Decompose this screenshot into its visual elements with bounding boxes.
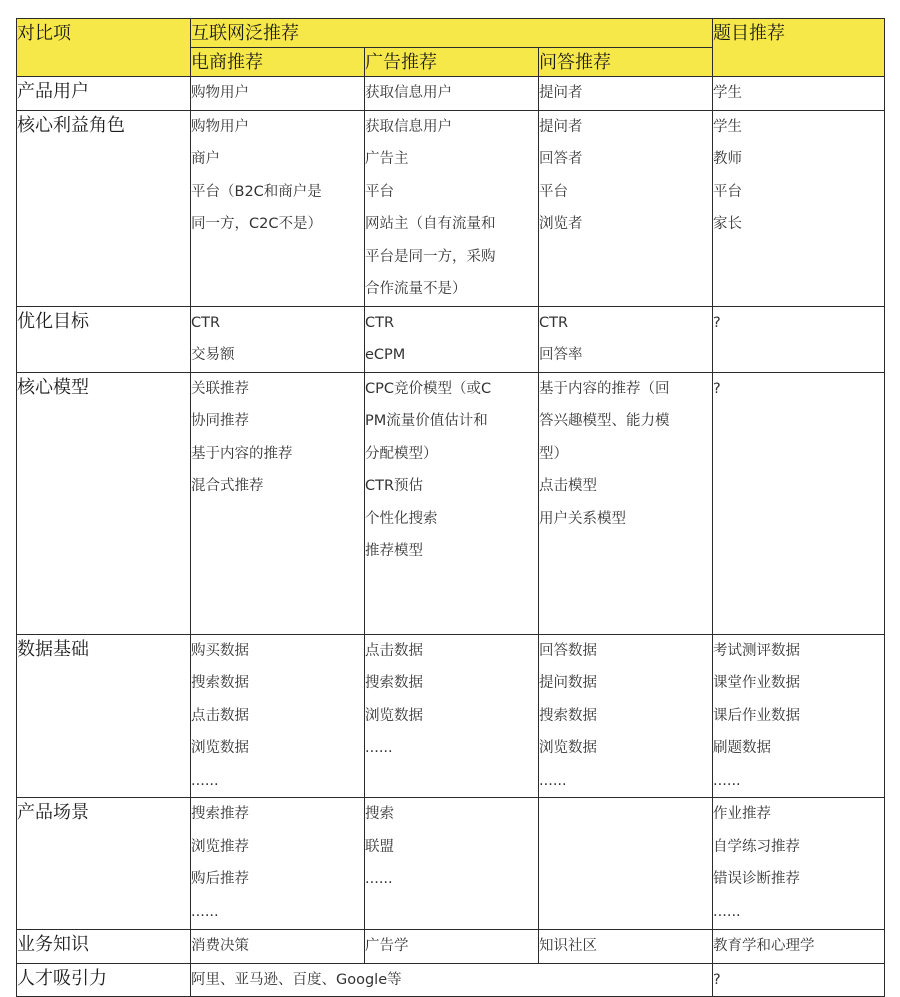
cell-advertising [365, 372, 539, 634]
cell-line: 获取信息用户 [365, 118, 452, 135]
cell-line: 浏览者 [539, 216, 583, 232]
cell-line: eCPM [365, 347, 406, 363]
cell-line: 错误诊断推荐 [713, 871, 801, 887]
cell-question [713, 930, 885, 964]
cell-line: 购物用户 [191, 85, 249, 101]
cell-ecommerce [191, 372, 365, 634]
cell-line: 回答数据 [539, 642, 597, 659]
row-label: 优化目标 [17, 306, 191, 372]
cell-line: ...... [539, 772, 567, 789]
table-row [17, 798, 885, 930]
table-row [17, 930, 885, 964]
header-advertising: 广告推荐 [365, 48, 539, 77]
table-row [17, 372, 885, 634]
header-compare-item: 对比项 [17, 19, 191, 77]
cell-line: 课后作业数据 [713, 707, 801, 724]
cell-ecommerce [191, 110, 365, 306]
cell-line: 用户关系模型 [539, 510, 626, 527]
cell-line: 学生 [713, 85, 743, 101]
cell-line: 推荐模型 [365, 543, 423, 559]
cell-line: 回答者 [539, 151, 583, 167]
cell-line: 提问者 [539, 85, 583, 101]
cell-line: 个性化搜索 [365, 510, 438, 527]
cell-advertising [365, 930, 539, 964]
cell-advertising [365, 798, 539, 930]
row-label: 业务知识 [17, 930, 191, 964]
cell-question [713, 634, 885, 798]
cell-line: 回答率 [539, 347, 583, 363]
cell-line: 平台（B2C和商户是 [191, 183, 322, 200]
table-row [17, 110, 885, 306]
cell-line: 合作流量不是） [365, 281, 467, 297]
cell-line: ...... [713, 772, 741, 789]
cell-line: CTR [539, 314, 569, 331]
cell-line: 基于内容的推荐（回 [539, 380, 670, 397]
cell-line: ...... [713, 903, 741, 920]
cell-line: 搜索数据 [365, 675, 423, 691]
header-question-rec: 题目推荐 [713, 19, 885, 77]
cell-qa [539, 306, 713, 372]
cell-line: 平台 [713, 183, 743, 200]
cell-line: 自学练习推荐 [713, 838, 801, 855]
table-row [17, 634, 885, 798]
cell-line: 关联推荐 [191, 380, 249, 397]
table-row [17, 77, 885, 111]
cell-line: 协同推荐 [191, 413, 249, 429]
cell-ecommerce [191, 306, 365, 372]
comparison-table [16, 18, 885, 997]
cell-ecommerce [191, 798, 365, 930]
cell-line: ...... [365, 871, 393, 887]
cell-line: 购物用户 [191, 118, 249, 135]
row-label: 产品用户 [17, 77, 191, 111]
table-row-talent [17, 963, 885, 997]
cell-qa [539, 77, 713, 111]
cell-line: CTR [365, 314, 395, 331]
cell-line: 购后推荐 [191, 871, 249, 887]
cell-line: 浏览推荐 [191, 838, 249, 855]
cell-line: 家长 [713, 216, 743, 232]
cell-qa [539, 634, 713, 798]
row-label: 核心模型 [17, 372, 191, 634]
cell-question-talent: ? [713, 963, 885, 997]
cell-line: 购买数据 [191, 642, 249, 659]
header-internet-group: 互联网泛推荐 [191, 19, 713, 48]
cell-line: 平台 [539, 183, 568, 200]
cell-line: 网站主（自有流量和 [365, 216, 496, 232]
cell-line: 点击数据 [191, 707, 249, 724]
row-label: 数据基础 [17, 634, 191, 798]
cell-line: CTR预估 [365, 478, 424, 494]
row-label: 产品场景 [17, 798, 191, 930]
cell-line: 搜索数据 [191, 675, 249, 691]
cell-line: 获取信息用户 [365, 85, 452, 101]
cell-line: CTR [191, 314, 221, 331]
header-qa: 问答推荐 [539, 48, 713, 77]
cell-qa [539, 930, 713, 964]
cell-line: 点击数据 [365, 642, 423, 659]
cell-line: 搜索 [365, 806, 394, 822]
cell-qa [539, 110, 713, 306]
cell-line: ...... [191, 903, 219, 920]
cell-question [713, 372, 885, 634]
cell-question [713, 798, 885, 930]
cell-line: 平台是同一方，采购 [365, 248, 496, 265]
cell-line: ? [713, 380, 721, 397]
cell-line: 学生 [713, 118, 743, 135]
cell-line: 浏览数据 [365, 707, 423, 724]
cell-line: 混合式推荐 [191, 478, 264, 494]
cell-advertising [365, 634, 539, 798]
cell-line: CPC竞价模型（或C [365, 380, 492, 397]
cell-line: 型） [539, 445, 568, 462]
cell-line: 搜索数据 [539, 707, 597, 724]
cell-line: 交易额 [191, 347, 235, 363]
cell-line: 广告学 [365, 938, 409, 954]
cell-line: 广告主 [365, 151, 409, 167]
cell-line: 课堂作业数据 [713, 675, 801, 691]
cell-line: PM流量价值估计和 [365, 413, 488, 429]
cell-advertising [365, 110, 539, 306]
cell-line: 同一方，C2C不是） [191, 216, 322, 232]
cell-line: 教师 [713, 151, 743, 167]
cell-line: 答兴趣模型、能力模 [539, 413, 670, 429]
cell-ecommerce [191, 930, 365, 964]
cell-line: ...... [365, 740, 393, 756]
cell-line: 点击模型 [539, 478, 597, 494]
cell-line: 刷题数据 [713, 740, 772, 756]
cell-internet-talent: 阿里、亚马逊、百度、Google等 [191, 963, 713, 997]
cell-ecommerce [191, 77, 365, 111]
row-label: 人才吸引力 [17, 963, 191, 997]
cell-line: ...... [191, 772, 219, 789]
cell-line: 知识社区 [539, 938, 597, 954]
header-row-1 [17, 19, 885, 48]
cell-qa [539, 372, 713, 634]
cell-line: 基于内容的推荐 [191, 445, 293, 462]
cell-line: ? [713, 314, 721, 331]
cell-line: 考试测评数据 [713, 642, 801, 659]
table-row [17, 306, 885, 372]
cell-line: 提问数据 [539, 675, 597, 691]
cell-question [713, 77, 885, 111]
cell-advertising [365, 306, 539, 372]
cell-line: 教育学和心理学 [713, 938, 815, 954]
cell-line: 消费决策 [191, 938, 249, 954]
cell-qa [539, 798, 713, 930]
cell-line: 提问者 [539, 118, 583, 135]
cell-line: 商户 [191, 151, 220, 167]
row-label: 核心利益角色 [17, 110, 191, 306]
cell-line: 浏览数据 [191, 740, 249, 756]
cell-line: 平台 [365, 183, 394, 200]
cell-question [713, 306, 885, 372]
cell-question [713, 110, 885, 306]
cell-advertising [365, 77, 539, 111]
header-ecommerce: 电商推荐 [191, 48, 365, 77]
cell-line: 搜索推荐 [191, 806, 249, 822]
cell-ecommerce [191, 634, 365, 798]
cell-line: 分配模型） [365, 445, 438, 462]
cell-line: 联盟 [365, 838, 394, 855]
cell-line: 作业推荐 [713, 806, 772, 822]
cell-line: 浏览数据 [539, 740, 597, 756]
